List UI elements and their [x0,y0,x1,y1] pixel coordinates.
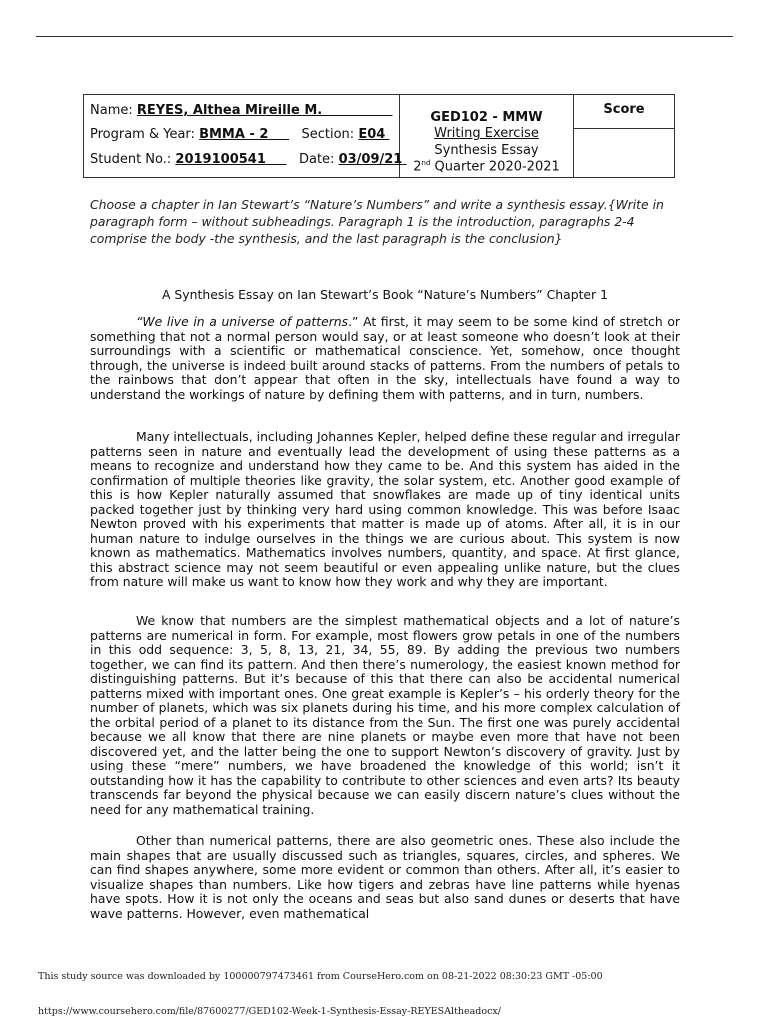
section-value: E04 [358,127,386,142]
date-value: 03/09/21 [338,152,403,167]
opening-quote: “We live in a universe of patterns [136,314,349,329]
exercise-label: Writing Exercise [434,126,539,141]
quarter-number: 2 [413,159,422,175]
paragraph-1-text: .” At first, it may seem to be some kind of stretch or something that not a normal person would say, or at least someone who doesn’t look at their surroundings with a scientific or mathematical conscience. Yet, somehow, once thought through, the universe is indeed built around stacks of patterns. From the numbers of petals to the rainbows that don’t appear that often in the sky, intellectuals have found a way to understand the workings of nature by defining them with patterns, and in turn, numbers. [90,314,681,402]
quarter-suffix: nd [421,159,431,167]
source-url[interactable]: https://www.coursehero.com/file/87600277/GED102-Week-1-Synthesis-Essay-REYESAltheadocx/ [38,1006,501,1017]
name-label: Name: [90,103,133,118]
course-code: GED102 - MMW [430,110,543,125]
essay-paragraph-3: We know that numbers are the simplest mathematical objects and a lot of nature’s patterns are numerical in form. For example, most flowers grow petals in one of the numbers in this odd sequence: 3, 5, 8, 13, 21, 34, 55, 89. By adding the previous two numbers together, we can find its pattern. And then there’s numerology, the easiest known method for distinguishing patterns. But it’s because of this that there can also be accidental numerical patterns mixed with important ones. One great example is Kepler’s – his orderly theory for the number of planets, which was six planets during his time, and his more complex calculation of the orbital period of a planet to its distance from the Sun. The first one was purely accidental because we all know that there are nine planets or maybe even more that have not been discovered yet, and the latter being the one to support Newton’s discovery of gravity. Just by using these “mere” numbers, we have broadened the knowledge of this world; isn’t it outstanding how it has the capability to contribute to other sciences and even arts? Its beauty transcends far beyond the physical because we can easily discern nature’s clues without the need for any mathematical training. [90,613,680,817]
student-no-label: Student No.: [90,152,172,167]
download-source-note: This study source was downloaded by 100000797473461 from CourseHero.com on 08-21-2022 08:30:23 GMT -05:00 [38,971,603,982]
essay-title: A Synthesis Essay on Ian Stewart’s Book “Nature’s Numbers” Chapter 1 [162,287,608,302]
section-label: Section: [301,127,355,142]
date-label: Date: [298,152,335,167]
quarter-text: Quarter 2020-2021 [434,159,560,175]
essay-paragraph-4: Other than numerical patterns, there are also geometric ones. These also include the main shapes that are usually discussed such as triangles, squares, circles, and spheres. We can find shapes anywhere, some more evident or common than others. After all, it’s easier to visualize shapes than numbers. Like how tigers and zebras have line patterns while hyenas have spots. How it is not only the oceans and seas but also sand dunes or deserts that have wave patterns. However, even mathematical [90,833,680,920]
score-label: Score [574,95,674,129]
essay-type: Synthesis Essay [434,143,539,158]
essay-paragraph-2: Many intellectuals, including Johannes Kepler, helped define these regular and irregular patterns seen in nature and eventually lead the development of using these patterns as a means to recognize and understand how they came to be. And this system has aided in the confirmation of multiple theories like gravity, the solar system, etc. Another good example of this is how Kepler naturally assumed that snowflakes are made up of tiny identical units packed together just by thinking very hard using common knowledge. This was before Isaac Newton proved with his experiments that matter is made up of atoms. After all, it is in our human nature to indulge ourselves in the things we are curious about. This system is now known as mathematics. Mathematics involves numbers, quantity, and space. At first glance, this abstract science may not seem beautiful or even appealing unlike nature, but the clues from nature will make us want to know how they work and why they are important. [90,429,680,589]
name-value: REYES, Althea Mireille M. [136,103,323,118]
student-no-value: 2019100541 [175,152,266,167]
program-label: Program & Year: [90,127,195,142]
program-value: BMMA - 2 [199,127,269,142]
assignment-instructions: Choose a chapter in Ian Stewart’s “Nature’s Numbers” and write a synthesis essay.{Write in paragraph form – without subheadings. Paragraph 1 is the introduction, paragraphs 2-4 comprise the body -the synthesis, and the last paragraph is the conclusion} [90,197,664,246]
